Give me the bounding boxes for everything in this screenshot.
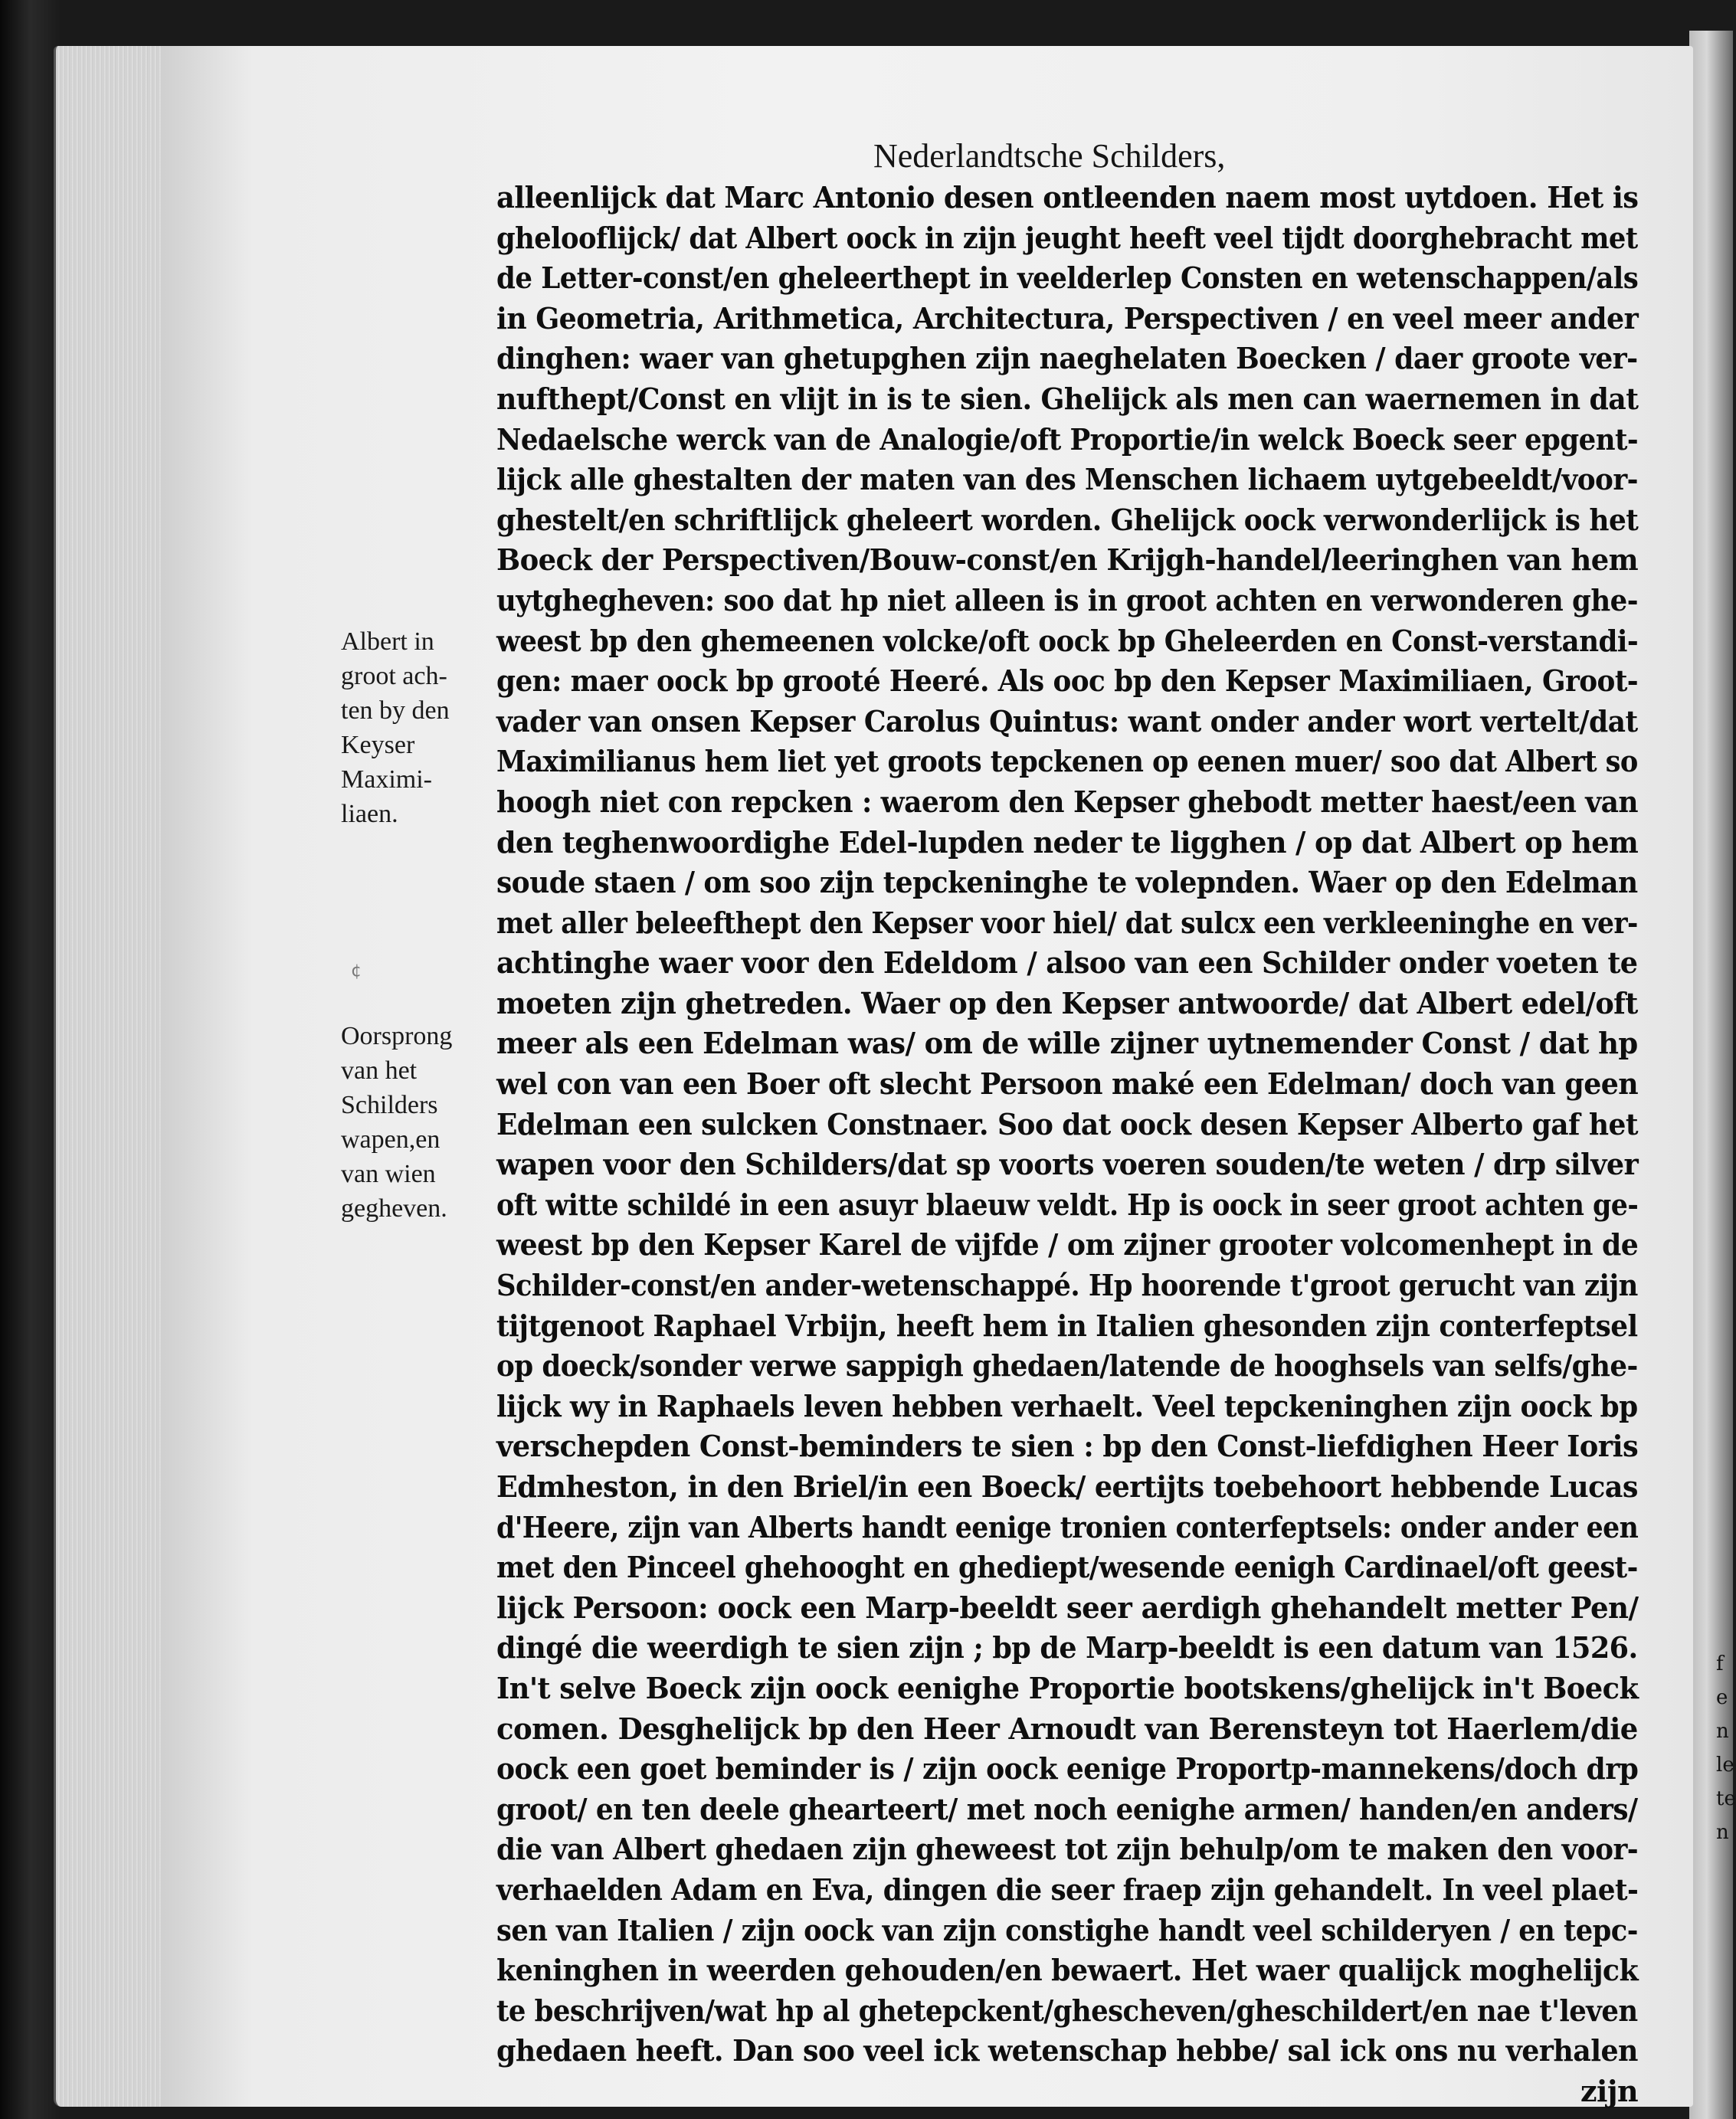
text-line: weest bp den ghemeenen volcke/oft oock bp Gheleerden en Const-verstandi- (496, 623, 1639, 658)
margin-note-line: Schilders (341, 1091, 438, 1119)
text-line: met den Pinceel ghehooght en ghediept/wesende eenigh Cardinael/oft geest- (496, 1550, 1638, 1585)
text-line: Edelman een sulcken Constnaer. Soo dat oock desen Kepser Alberto gaf het (496, 1106, 1638, 1141)
text-line: alleenlijck dat Marc Antonio desen ontleenden naem most uytdoen. Het is (496, 180, 1639, 215)
text-line: Nedaelsche werck van de Analogie/oft Proportie/in welck Boeck seer epgent- (496, 421, 1639, 457)
text-line: soude staen / om soo zijn tepckeninghe te volepnden. Waer op den Edelman (496, 865, 1638, 900)
margin-note-albert (341, 624, 494, 831)
page-edges (54, 46, 171, 2107)
text-line: oock een goet beminder is / zijn oock eenige Proportp-mannekens/doch drp (496, 1751, 1639, 1787)
text-line: d'Heere, zijn van Alberts handt eenige tronien conterfeptsels: onder ander een (496, 1509, 1639, 1544)
margin-note-line: ten by den (341, 696, 450, 725)
margin-note-line: liaen. (341, 800, 398, 828)
text-line: keninghen in weerden gehouden/en bewaert. Het waer qualijck moghelijck (496, 1953, 1639, 1988)
text-line: in Geometria, Arithmetica, Architectura, Perspectiven / en veel meer ander (496, 300, 1639, 336)
text-line: met aller beleefthept den Kepser voor hiel/ dat sulcx een verkleeninghe en ver- (496, 905, 1638, 940)
text-line: ghestelt/en schriftlijck gheleert worden. Ghelijck oock verwonderlijck is het (496, 502, 1639, 537)
text-line: die van Albert ghedaen zijn gheweest tot zijn behulp/om te maken den voor- (496, 1832, 1639, 1867)
text-line: dinghen: waer van ghetupghen zijn naeghelaten Boecken / daer groote ver- (496, 341, 1638, 376)
text-line: ghelooflijck/ dat Albert oock in zijn jeught heeft veel tijdt doorghebracht met (496, 220, 1638, 255)
text-line: weest bp den Kepser Karel de vijfde / om zijner grooter volcomenhept in de (496, 1227, 1639, 1263)
text-line: Maximilianus hem liet yet groots tepckenen op eenen muer/ soo dat Albert so (496, 744, 1638, 779)
text-line: sen van Italien / zijn oock van zijn constighe handt veel schilderyen / en tepc- (496, 1912, 1638, 1947)
margin-note-line: van het (341, 1056, 418, 1085)
text-line: verschepden Const-beminders te sien : bp den Const-liefdighen Heer Ioris (496, 1429, 1639, 1464)
margin-note-line: groot ach- (341, 662, 447, 690)
text-line: wel con van een Boer oft slecht Persoon maké een Edelman/ doch van geen (496, 1066, 1639, 1102)
text-line: In't selve Boeck zijn oock eenighe Proportie bootskens/ghelijck in't Boeck (496, 1670, 1639, 1705)
text-line: moeten zijn ghetreden. Waer op den Kepser antwoorde/ dat Albert edel/oft (496, 985, 1638, 1020)
margin-note-line: Maximi- (341, 765, 432, 794)
margin-note-line: Albert in (341, 627, 434, 656)
text-line: te beschrijven/wat hp al ghetepckent/ghescheven/gheschildert/en nae t'leven (496, 1993, 1638, 2028)
margin-note-line: van wien (341, 1160, 436, 1188)
text-line: dingé die weerdigh te sien zijn ; bp de Marp-beeldt is een datum van 1526. (496, 1630, 1638, 1665)
text-line: lijck wy in Raphaels leven hebben verhaelt. Veel tepckeninghen zijn oock bp (496, 1388, 1638, 1423)
text-line: oft witte schildé in een asuyr blaeuw veldt. Hp is oock in seer groot achten ge- (496, 1187, 1639, 1222)
text-line: lijck Persoon: oock een Marp-beeldt seer aerdigh ghehandelt metter Pen/ (496, 1590, 1639, 1625)
text-line: achtinghe waer voor den Edeldom / alsoo van een Schilder onder voeten te (496, 945, 1638, 981)
margin-note-line: Keyser (341, 731, 415, 759)
text-line: op doeck/sonder verwe sappigh ghedaen/latende de hooghsels van selfs/ghe- (496, 1348, 1638, 1384)
text-line: meer als een Edelman was/ om de wille zijner uytnemender Const / dat hp (496, 1026, 1638, 1061)
text-line: gen: maer oock bp grooté Heeré. Als ooc bp den Kepser Maximiliaen, Groot- (496, 663, 1639, 699)
facing-page-fragments: f e n le te n (1716, 1652, 1736, 1844)
body-text (496, 178, 1638, 2112)
text-line: hoogh niet con repcken : waerom den Kepser ghebodt metter haest/een van (496, 784, 1639, 819)
text-line: verhaelden Adam en Eva, dingen die seer fraep zijn gehandelt. In veel plaet- (496, 1872, 1639, 1907)
text-line: ghedaen heeft. Dan soo veel ick wetenschap hebbe/ sal ick ons nu verhalen (496, 2033, 1638, 2068)
text-line: wapen voor den Schilders/dat sp voorts voeren souden/te weten / drp silver (496, 1147, 1639, 1182)
book-spine-shadow (0, 0, 61, 2119)
running-head: Nederlandtsche Schilders, (873, 137, 1226, 175)
text-line: groot/ en ten deele ghearteert/ met noch eenighe armen/ handen/en anders/ (496, 1791, 1638, 1826)
text-line: nufthept/Const en vlijt in is te sien. Ghelijck als men can waernemen in dat (496, 381, 1639, 416)
text-line: de Letter-const/en gheleerthept in veelderlep Consten en wetenschappen/als (496, 260, 1639, 296)
margin-note-line: gegheven. (341, 1194, 447, 1223)
text-line: den teghenwoordighe Edel-lupden neder te ligghen / op dat Albert op hem (496, 824, 1639, 860)
text-line: Schilder-const/en ander-wetenschappé. Hp hoorende t'groot gerucht van zijn (496, 1268, 1638, 1303)
catchword: zijn (1580, 2073, 1638, 2108)
margin-note-wapen (341, 1019, 494, 1226)
text-line: Boeck der Perspectiven/Bouw-const/en Krijgh-handel/leeringhen van hem (496, 542, 1639, 578)
text-line: vader van onsen Kepser Carolus Quintus: want onder ander wort vertelt/dat (496, 703, 1638, 739)
text-line: tijtgenoot Raphael Vrbijn, heeft hem in Italien ghesonden zijn conterfeptsel (496, 1308, 1638, 1343)
margin-mark: ¢ (351, 961, 362, 981)
margin-note-line: wapen,en (341, 1125, 441, 1154)
margin-note-line: Oorsprong (341, 1022, 453, 1050)
text-line: Edmheston, in den Briel/in een Boeck/ eertijts toebehoort hebbende Lucas (496, 1469, 1638, 1504)
text-line: uytghegheven: soo dat hp niet alleen is in groot achten en verwonderen ghe- (496, 582, 1638, 617)
text-line: lijck alle ghestalten der maten van des Menschen lichaem uytgebeeldt/voor- (496, 462, 1638, 497)
text-line: comen. Desghelijck bp den Heer Arnoudt van Berensteyn tot Haerlem/die (496, 1711, 1638, 1746)
